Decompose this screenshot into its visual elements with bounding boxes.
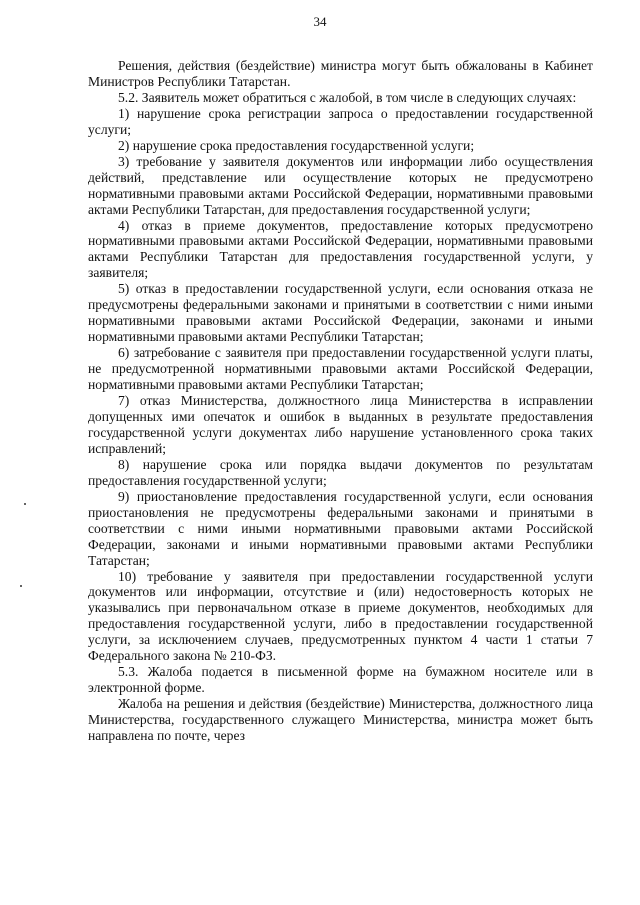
- list-item-7: 7) отказ Министерства, должностного лица Министерства в исправлении допущенных ими опечаток и ошибок в выданных в результате предоставления государственной услуги документах либо нарушение установленного срока таких исправлений;: [88, 393, 593, 456]
- paragraph-5-3: 5.3. Жалоба подается в письменной форме на бумажном носителе или в электронной форме.: [88, 664, 593, 696]
- list-item-4: 4) отказ в приеме документов, предоставление которых предусмотрено нормативными правовыми актами Российской Федерации, нормативными правовыми актами Республики Татарстан для предоставления государственной услуги, у заявителя;: [88, 217, 593, 281]
- list-item-8: 8) нарушение срока или порядка выдачи документов по результатам предоставления государственной услуги;: [88, 456, 593, 488]
- list-item-1: 1) нарушение срока регистрации запроса о предоставлении государственной услуги;: [88, 105, 593, 137]
- paragraph-appeal-minister: Решения, действия (бездействие) министра могут быть обжалованы в Кабинет Министров Республики Татарстан.: [88, 58, 593, 89]
- scan-speck: [24, 503, 26, 505]
- scan-speck: [20, 585, 22, 587]
- list-item-6: 6) затребование с заявителя при предоставлении государственной услуги платы, не предусмотренной нормативными правовыми актами Российской Федерации, нормативными правовыми актами Республики Татарстан;: [88, 345, 593, 393]
- document-body: [88, 58, 593, 744]
- list-item-10: 10) требование у заявителя при предоставлении государственной услуги документов или информации, отсутствие и (или) недостоверность которых не указывались при первоначальном отказе в приеме документов, необходимых для предоставления государственной услуги, либо в предоставлении государственной услуги, за исключением случаев, предусмотренных пунктом 4 части 1 статьи 7 Федерального закона № 210-ФЗ.: [88, 568, 593, 664]
- list-item-3: 3) требование у заявителя документов или информации либо осуществления действий, представление или осуществление которых не предусмотрено нормативными правовыми актами Российской Федерации, нормативными правовыми актами Республики Татарстан, для предоставления государственной услуги;: [88, 153, 593, 217]
- list-item-5: 5) отказ в предоставлении государственной услуги, если основания отказа не предусмотрены федеральными законами и принятыми в соответствии с ними иными нормативными правовыми актами Российской Федерации, законами и иными нормативными правовыми актами Республики Татарстан;: [88, 281, 593, 345]
- page-number: 34: [313, 14, 327, 29]
- list-item-2: 2) нарушение срока предоставления государственной услуги;: [118, 137, 475, 153]
- paragraph-complaint-submission: Жалоба на решения и действия (бездействие) Министерства, должностного лица Министерства, государственного служащего Министерства, министра может быть направлена по почте, через: [88, 696, 593, 744]
- list-item-9: 9) приостановление предоставления государственной услуги, если основания приостановления не предусмотрены федеральными законами и принятыми в соответствии с ними иными нормативными правовыми актами Российской Федерации, законами и иными нормативными правовыми актами Республики Татарстан;: [88, 488, 593, 568]
- paragraph-5-2: 5.2. Заявитель может обратиться с жалобой, в том числе в следующих случаях:: [118, 89, 577, 105]
